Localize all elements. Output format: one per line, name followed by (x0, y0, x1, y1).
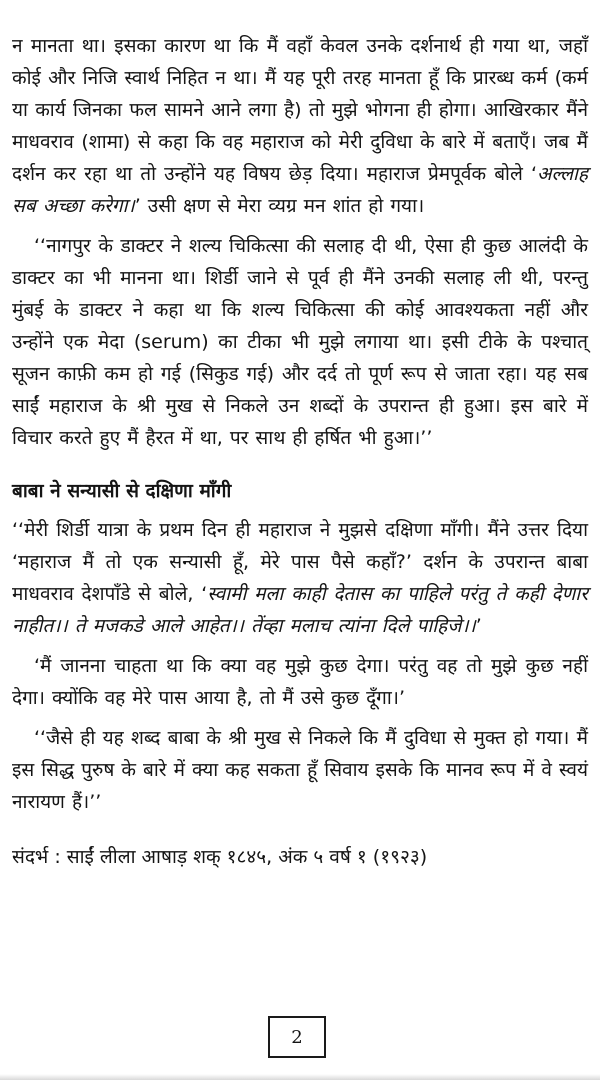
paragraph-2: ‘‘नागपुर के डाक्टर ने शल्य चिकित्सा की सलाह दी थी, ऐसा ही कुछ आलंदी के डाक्टर का भी मानना था। शिर्डी जाने से पूर्व ही मैंने उनकी सलाह ली थी, परन्तु मुंबई के डाक्टर ने कहा था कि शल्य चिकित्सा की कोई आवश्यकता नहीं और उन्होंने एक मेदा (serum) का टीका भी मुझे लगाया था। इसी टीके के पश्चात् सूजन काफ़ी कम हो गई (सिकुड गई) और दर्द तो पूर्ण रूप से जाता रहा। यह सब साईं महाराज के श्री मुख से निकले उन शब्दों के उपरान्त ही हुआ। इस बारे में विचार करते हुए मैं हैरत में था, पर साथ ही हर्षित भी हुआ।’’ (12, 235, 588, 449)
paragraph-3-text: ‘‘मेरी शिर्डी यात्रा के प्रथम दिन ही महाराज ने मुझसे दक्षिणा माँगी। मैंने उत्तर दिया ‘महाराज मैं तो एक सन्यासी हूँ, मेरे पास पैसे कहाँ?’ दर्शन के उपरान्त बाबा माधवराव देशपाँडे से बोले, ‘ (12, 519, 588, 605)
paragraph-4: ‘मैं जानना चाहता था कि क्या वह मुझे कुछ देगा। परंतु वह तो मुझे कुछ नहीं देगा। क्योंकि वह मेरे पास आया है, तो मैं उसे कुछ दूँगा।’ (12, 655, 588, 709)
section-heading: बाबा ने सन्यासी से दक्षिणा माँगी (12, 480, 232, 502)
paragraph-5: ‘‘जैसे ही यह शब्द बाबा के श्री मुख से निकले कि मैं दुविधा से मुक्त हो गया। मैं इस सिद्ध पुरुष के बारे में क्या कह सकता हूँ सिवाय इसके कि मानव रूप में वे स्वयं नारायण हैं।’’ (12, 727, 588, 813)
paragraph-1-text: न मानता था। इसका कारण था कि मैं वहाँ केवल उनके दर्शनार्थ ही गया था, जहाँ कोई और निजि स्वार्थ निहित न था। मैं यह पूरी तरह मानता हूँ कि प्रारब्ध कर्म (कर्म या कार्य जिनका फल सामने आने लगा है) तो मुझे भोगना ही होगा। आखिरकार मैंने माधवराव (शामा) से कहा कि वह महाराज को मेरी दुविधा के बारे में बताएँ। जब मैं दर्शन कर रहा था तो उन्होंने यह विषय छेड़ दिया। महाराज प्रेमपूर्वक बोले ‘ (12, 35, 588, 185)
paragraph-1-quote: अल्लाह सब अच्छा करेगा। (12, 163, 588, 217)
paragraph-3-quote: स्वामी मला काही देतास का पाहिले परंतु ते कही देणार नाहीत।। ते मजकडे आले आहेत।। तेंव्हा मलाच त्यांना दिले पाहिजे।। (12, 583, 588, 637)
page-bottom-edge (0, 1074, 600, 1080)
paragraph-1 (12, 30, 588, 222)
paragraph-3-end: ’ (475, 615, 482, 637)
reference-line: संदर्भ : साईं लीला आषाड़ शक् १८४५, अंक ५ वर्ष १ (१९२३) (12, 846, 428, 868)
page-number-box (268, 1016, 326, 1058)
paragraph-3 (12, 514, 588, 642)
page-number: 2 (291, 1026, 303, 1048)
paragraph-1-end: ’ उसी क्षण से मेरा व्यग्र मन शांत हो गया। (134, 195, 425, 217)
